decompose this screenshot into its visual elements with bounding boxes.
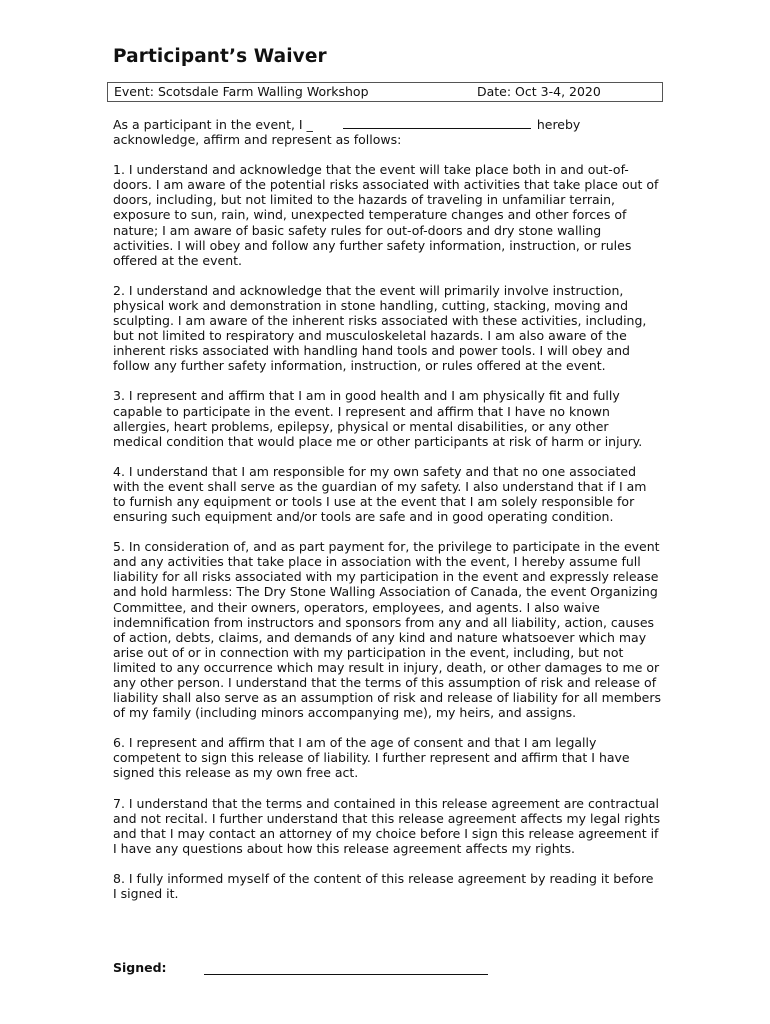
clause-5: 5. In consideration of, and as part payment for, the privilege to participate in the event and any activities that take place in association with the event, I hereby assume full liability for all risks associated with my participation in the event and expressly release and hold harmless: The Dry Stone Walling Association of Canada, the event Organizing Committee, and their owners, operators, employees, and agents. I also waive indemnification from instructors and sponsors from any and all liability, action, causes of action, debts, claims, and demands of any kind and nature whatsoever which may arise out of or in connection with my participation in the event, including, but not limited to any occurrence which may result in injury, death, or other damages to me or any other person. I understand that the terms of this assumption of risk and release of liability shall also serve as an assumption of risk and release of liability for all members of my family (including minors accompanying me), my heirs, and assigns. bbox=[113, 539, 661, 721]
signature-field[interactable] bbox=[204, 974, 488, 975]
event-info-box bbox=[107, 82, 663, 102]
waiver-body bbox=[113, 116, 661, 916]
clause-7: 7. I understand that the terms and contained in this release agreement are contractual and not recital. I further understand that this release agreement affects my legal rights and that I may contact an attorney of my choice before I sign this release agreement if I have any questions about how this release agreement affects my rights. bbox=[113, 795, 661, 856]
event-name: Event: Scotsdale Farm Walling Workshop bbox=[114, 84, 369, 99]
clause-3: 3. I represent and affirm that I am in good health and I am physically fit and fully capable to participate in the event. I represent and affirm that I have no known allergies, heart problems, epilepsy, physical or mental disabilities, or any other medical condition that would place me or other participants at risk of harm or injury. bbox=[113, 388, 643, 449]
clause-6: 6. I represent and affirm that I am of the age of consent and that I am legally competent to sign this release of liability. I further represent and affirm that I have signed this release as my own free act. bbox=[113, 735, 630, 781]
intro-text-before: As a participant in the event, I _ bbox=[113, 117, 313, 132]
participant-name-field[interactable] bbox=[343, 116, 531, 129]
page-title: Participant’s Waiver bbox=[113, 46, 327, 67]
intro-paragraph bbox=[113, 116, 661, 147]
signed-label: Signed: bbox=[113, 960, 167, 975]
clause-2: 2. I understand and acknowledge that the event will primarily involve instruction, physical work and demonstration in stone handling, cutting, stacking, moving and sculpting. I am aware of the inherent risks associated with these activities, including, but not limited to respiratory and musculoskeletal hazards. I am also aware of the inherent risks associated with handling hand tools and power tools. I will obey and follow any further safety information, instruction, or rules offered at the event. bbox=[113, 282, 647, 374]
clause-8: 8. I fully informed myself of the content of this release agreement by reading it before I signed it. bbox=[113, 870, 654, 902]
intro-second-line: acknowledge, affirm and represent as follows: bbox=[113, 132, 402, 148]
clause-1: 1. I understand and acknowledge that the event will take place both in and out-of-doors. I am aware of the potential risks associated with activities that take place out of doors, including, but not limited to the hazards of traveling in unfamiliar terrain, exposure to sun, rain, wind, unexpected temperature changes and other forces of nature; I am aware of basic safety rules for out-of-doors and dry stone walling activities. I will obey and follow any further safety information, instruction, or rules offered at the event. bbox=[113, 162, 659, 268]
event-date: Date: Oct 3-4, 2020 bbox=[477, 84, 601, 99]
intro-text-after: hereby bbox=[536, 117, 581, 132]
clause-4: 4. I understand that I am responsible for my own safety and that no one associated with the event shall serve as the guardian of my safety. I also understand that if I am to furnish any equipment or tools I use at the event that I am solely responsible for ensuring such equipment and/or tools are safe and in good operating condition. bbox=[113, 463, 647, 525]
